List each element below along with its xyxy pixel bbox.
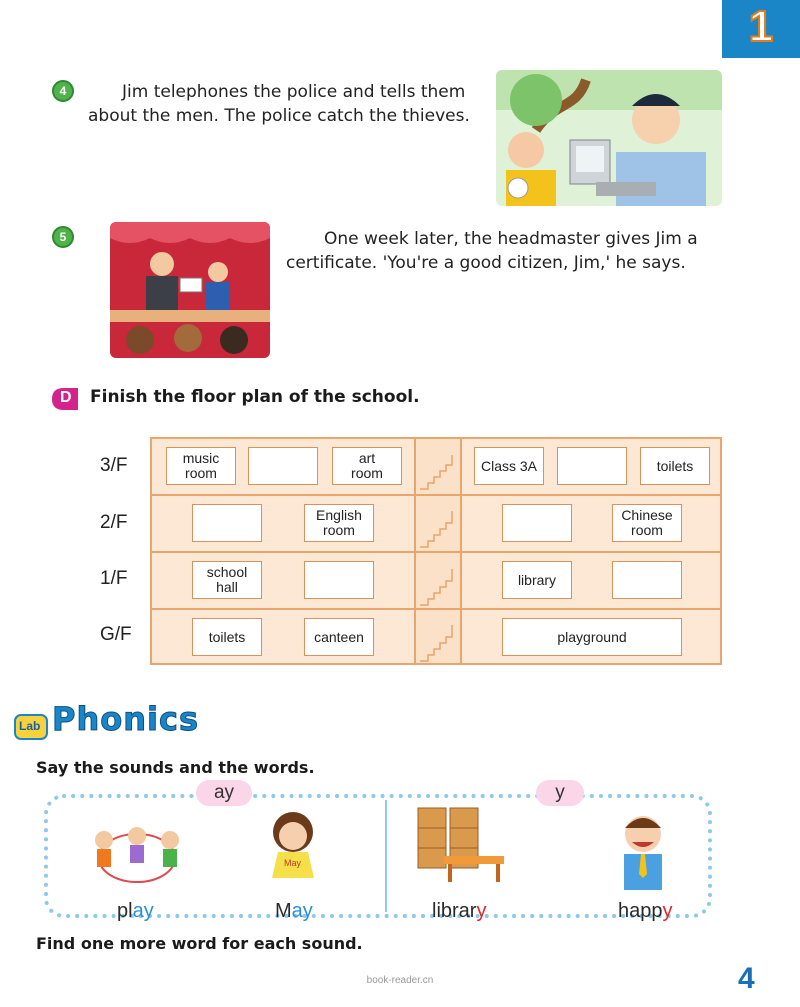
section-d-badge — [50, 386, 80, 412]
section-d-title: Finish the floor plan of the school. — [90, 387, 420, 407]
room-gf-1: toilets — [192, 618, 262, 656]
sound-ay: ay — [196, 780, 252, 806]
room-2f-4: Chinese room — [612, 504, 682, 542]
room-3f-2-blank[interactable] — [248, 447, 318, 485]
floor-label-3f: 3/F — [100, 455, 128, 476]
word-sound: y — [662, 900, 673, 922]
room-gf-2: canteen — [304, 618, 374, 656]
story-text-5: One week later, the headmaster gives Jim a certificate. 'You're a good citizen, Jim,' he says. — [286, 229, 698, 273]
girl-may-illustration — [258, 808, 328, 888]
room-1f-3: library — [502, 561, 572, 599]
floor-label-gf: G/F — [100, 624, 132, 645]
phonics-title: Phonics — [52, 700, 199, 738]
word-sound: ay — [291, 900, 313, 922]
children-playing-illustration — [82, 818, 192, 886]
room-1f-2-blank[interactable] — [304, 561, 374, 599]
unit-number: 1 — [748, 2, 774, 51]
room-2f-2: English room — [304, 504, 374, 542]
floor-divider — [152, 494, 720, 496]
shirt-name: May — [284, 858, 302, 868]
unit-tab — [722, 0, 800, 58]
sound-y: y — [536, 780, 584, 806]
floor-divider — [152, 608, 720, 610]
word-stem: happ — [618, 900, 663, 922]
word-sound: y — [476, 900, 487, 922]
room-3f-3: art room — [332, 447, 402, 485]
section-d-letter: D — [60, 389, 72, 406]
story-number-5: 5 — [52, 226, 74, 248]
room-3f-1: music room — [166, 447, 236, 485]
phonics-instruction: Say the sounds and the words. — [36, 758, 315, 777]
word-library — [432, 900, 486, 923]
police-telephone-illustration — [496, 70, 722, 206]
floor-plan — [150, 437, 722, 665]
word-stem: M — [275, 900, 292, 922]
room-2f-1-blank[interactable] — [192, 504, 262, 542]
floor-label-1f: 1/F — [100, 568, 128, 589]
lab-badge — [14, 712, 48, 742]
word-stem: librar — [432, 900, 477, 922]
room-1f-4-blank[interactable] — [612, 561, 682, 599]
word-sound: ay — [132, 900, 154, 922]
room-2f-3-blank[interactable] — [502, 504, 572, 542]
word-play — [117, 900, 154, 923]
room-3f-4: Class 3A — [474, 447, 544, 485]
room-1f-1: school hall — [192, 561, 262, 599]
room-3f-6: toilets — [640, 447, 710, 485]
word-stem: pl — [117, 900, 133, 922]
headmaster-certificate-illustration — [110, 222, 270, 358]
floor-label-2f: 2/F — [100, 512, 128, 533]
page-number: 4 — [738, 962, 755, 995]
story-number-4: 4 — [52, 80, 74, 102]
footer-url: book-reader.cn — [366, 975, 434, 986]
floor-divider — [152, 551, 720, 553]
story-text-4: Jim telephones the police and tells them about the men. The police catch the thieves. — [88, 82, 470, 126]
word-happy — [618, 900, 673, 923]
library-illustration — [414, 806, 510, 886]
room-gf-3: playground — [502, 618, 682, 656]
room-3f-5-blank[interactable] — [557, 447, 627, 485]
lab-label: Lab — [19, 719, 41, 733]
phonics-followup: Find one more word for each sound. — [36, 934, 363, 953]
happy-boy-illustration — [612, 810, 674, 890]
word-may — [275, 900, 313, 923]
